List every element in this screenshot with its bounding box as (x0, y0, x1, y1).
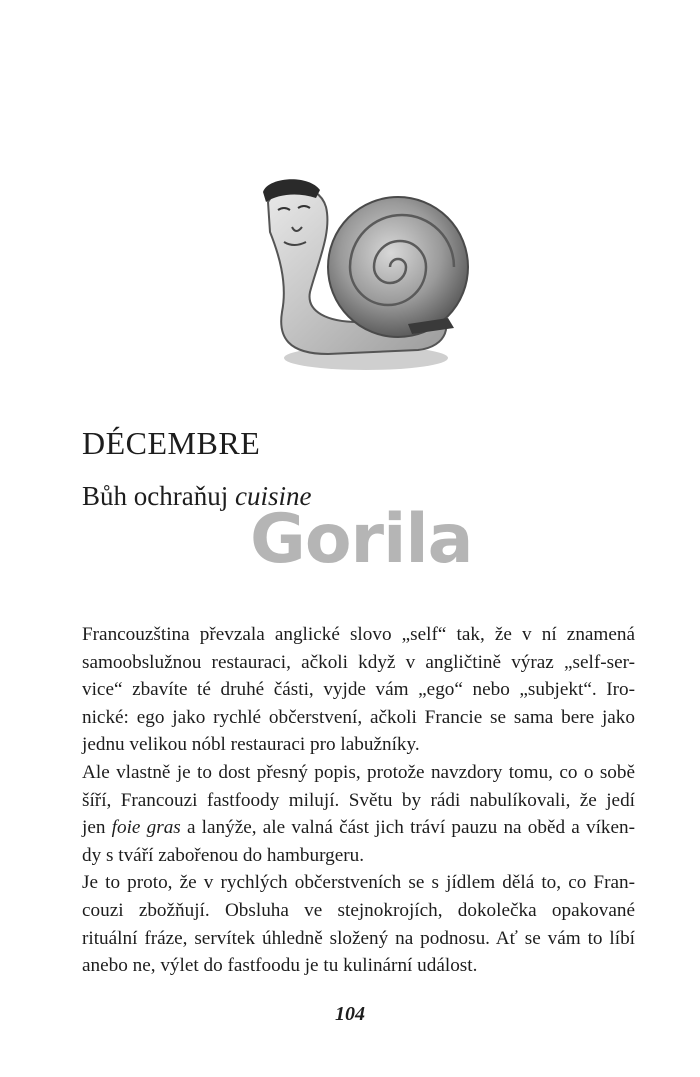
paragraph (82, 621, 635, 759)
text-line: Ale vlastně je to dost přesný popis, protože navzdory tomu, co o sobě (82, 761, 635, 783)
text-line (82, 814, 635, 842)
paragraph (82, 759, 635, 869)
chapter-title: DÉCEMBRE (82, 425, 261, 461)
text-line: Je to proto, že v rychlých občerstveních se s jídlem dělá to, co Fran- (82, 872, 635, 894)
body-text (82, 621, 635, 980)
text-line: samoobslužnou restauraci, ačkoli když v angličtině výraz „self-ser- (82, 651, 635, 673)
text-line: dy s tváří zabořenou do hamburgeru. (82, 844, 365, 866)
text-line: nické: ego jako rychlé občerstvení, ačkoli Francie se sama bere jako (82, 706, 635, 728)
text-line: šíří, Francouzi fastfoody milují. Světu by rádi nabulíkovali, že jedí (82, 789, 635, 811)
subtitle-plain: Bůh ochraňuj (82, 481, 235, 511)
subtitle-italic: cuisine (234, 481, 312, 511)
text-run-italic: foie gras (111, 817, 181, 839)
text-run: a lanýže, ale valná část jich tráví pauzu na oběd a víken- (180, 817, 635, 839)
text-run: jen (82, 817, 112, 839)
snail-illustration (248, 172, 480, 384)
text-line: couzi zbožňují. Obsluha ve stejnokrojích, dokolečka opakované (82, 899, 635, 921)
watermark-logo: Gorila (250, 500, 473, 579)
text-line: Francouzština převzala anglické slovo „self“ tak, že v ní znamená (82, 624, 635, 645)
paragraph (82, 869, 635, 979)
page-number: 104 (335, 1003, 365, 1025)
text-line: jednu velikou nóbl restauraci pro labužníky. (82, 734, 420, 756)
text-line: anebo ne, výlet do fastfoodu je tu kulinární událost. (82, 955, 478, 977)
text-line: rituální fráze, servítek úhledně složený na podnosu. Ať se vám to líbí (82, 927, 635, 949)
text-line: vice“ zbavíte té druhé části, vyjde vám „ego“ nebo „subjekt“. Iro- (82, 679, 635, 701)
